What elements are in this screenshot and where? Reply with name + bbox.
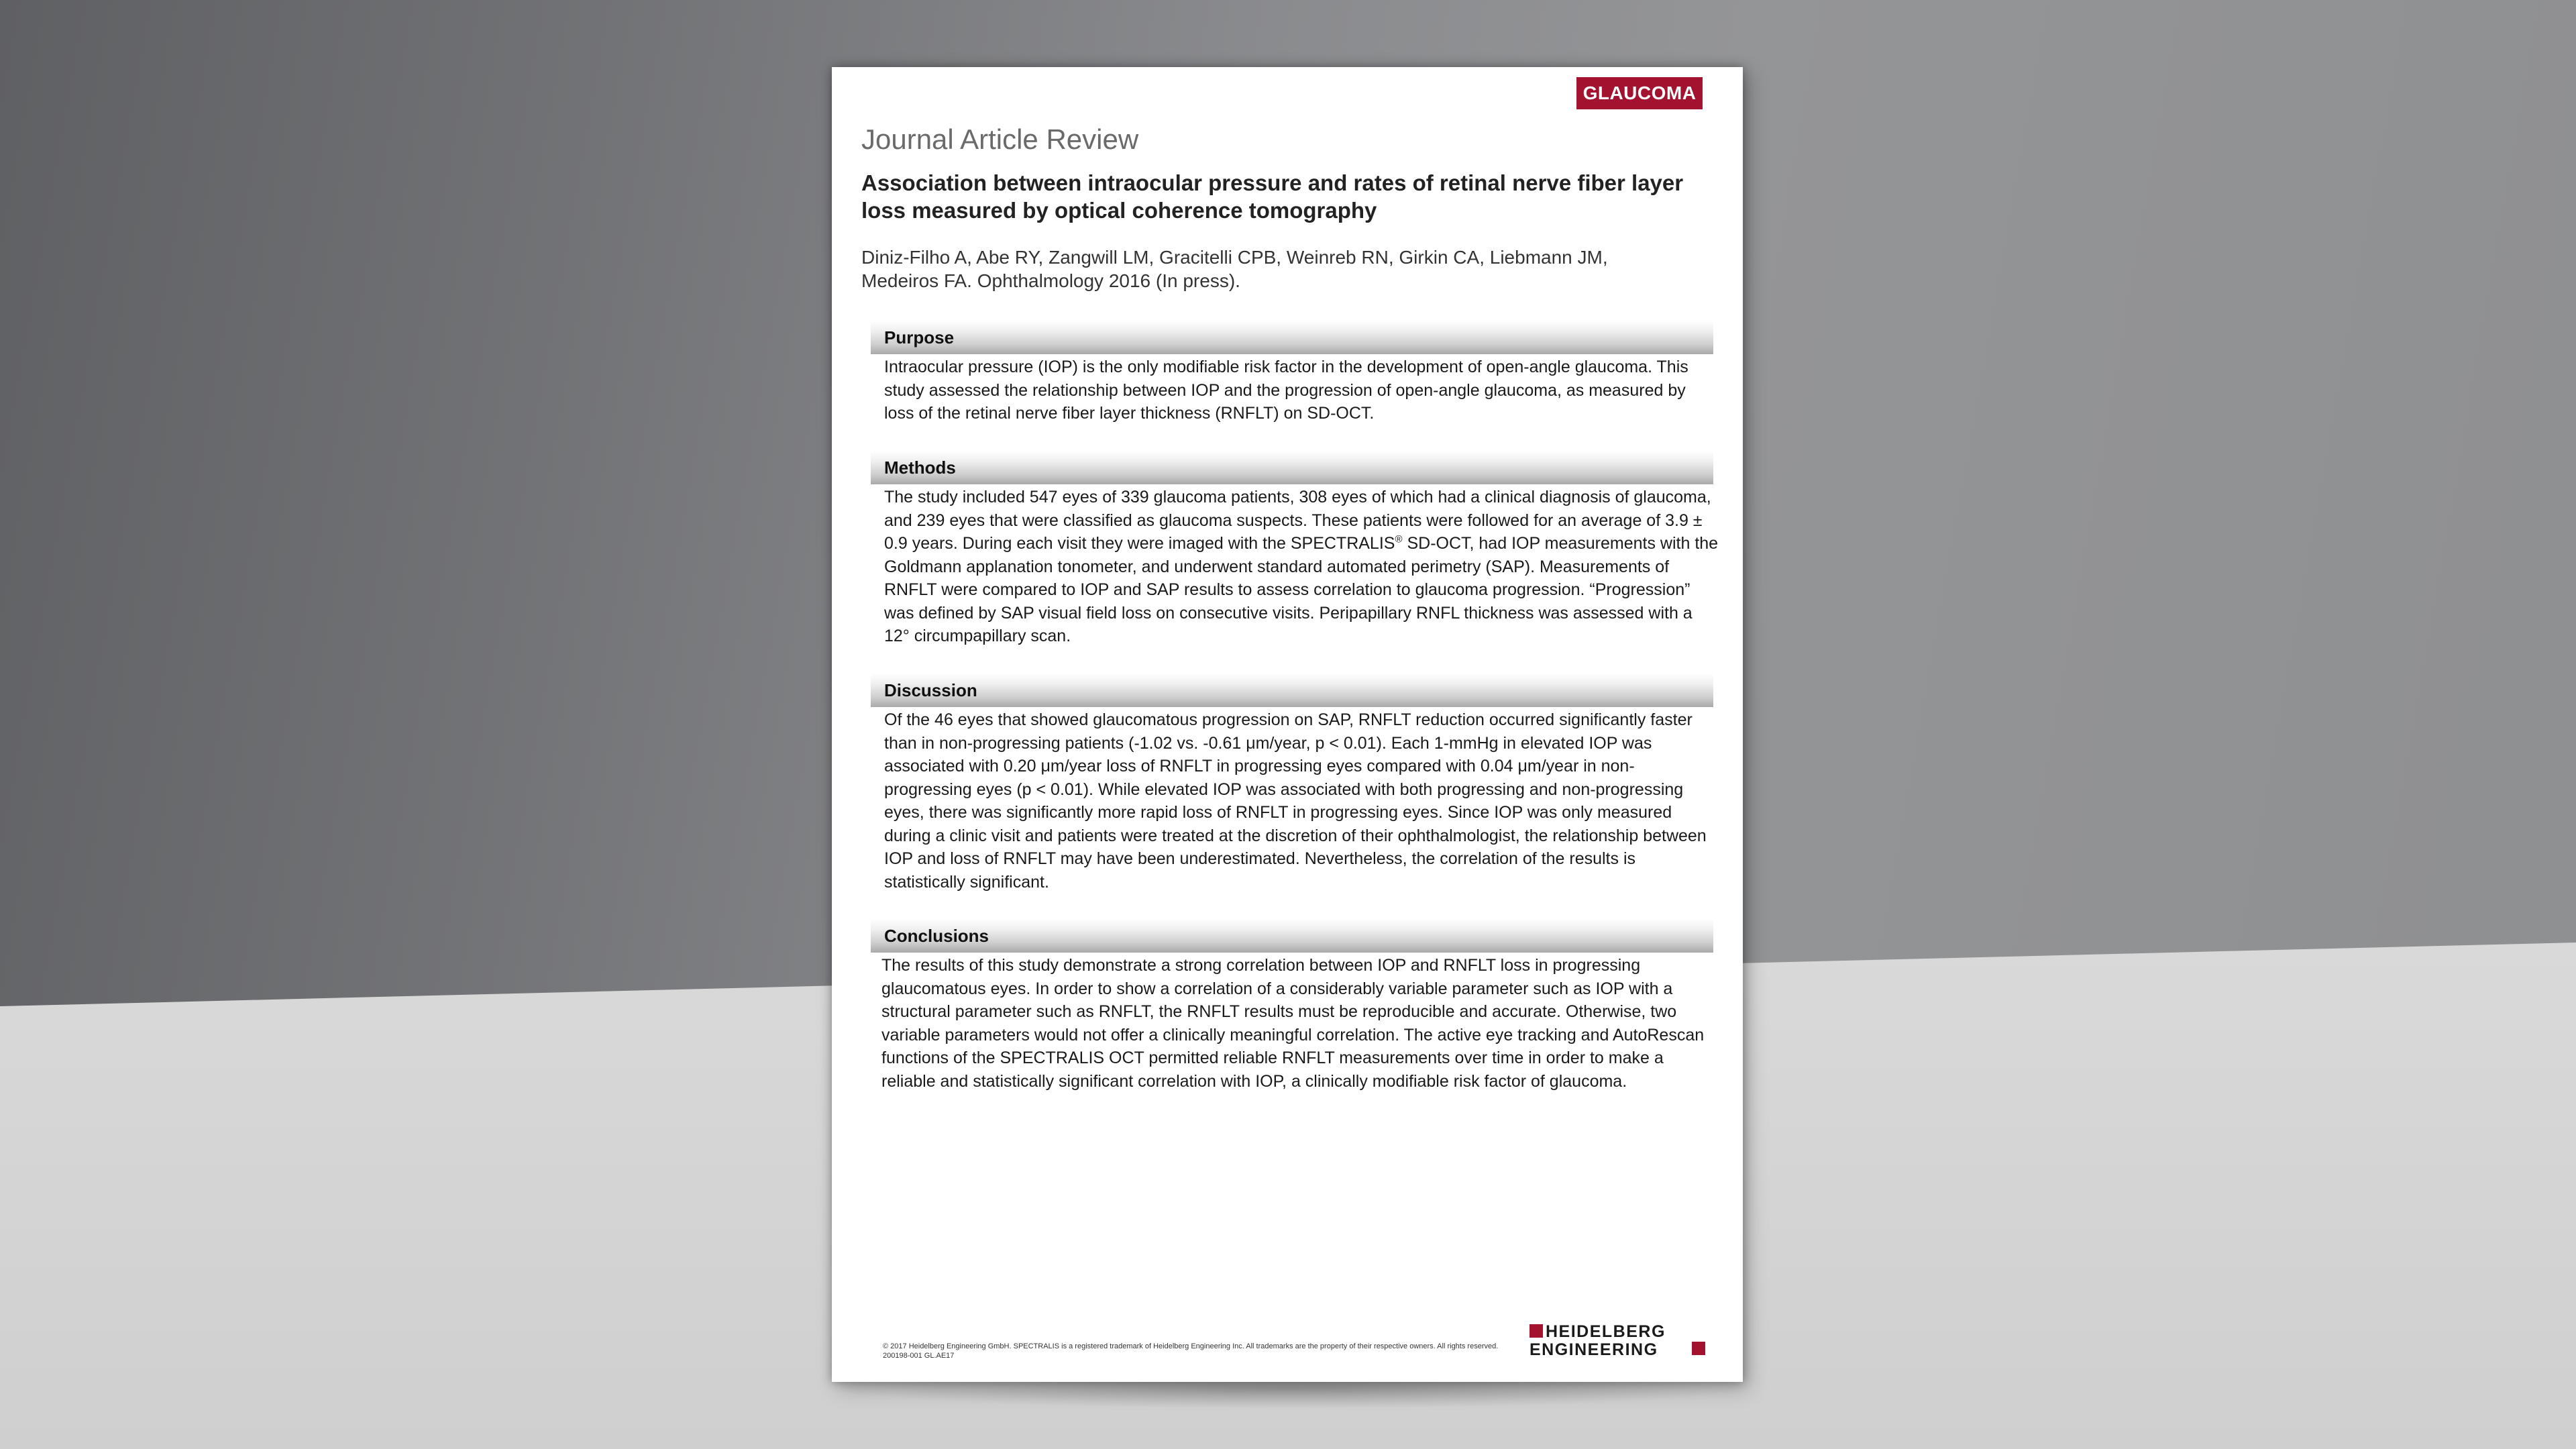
section-heading: Methods (871, 451, 1713, 484)
logo-square-icon (1692, 1342, 1705, 1355)
article-title: Association between intraocular pressure and rates of retinal nerve fiber layer loss measured by optical coherence tomography (861, 170, 1684, 223)
section-body (871, 484, 1719, 648)
section-discussion (871, 674, 1713, 894)
document-type: Journal Article Review (861, 123, 1139, 155)
section-body: Intraocular pressure (IOP) is the only modifiable risk factor in the development of open-angle glaucoma. This study assessed the relationship between IOP and the progression of open-angle glaucoma, as measured by loss of the retinal nerve fiber layer thickness (RNFLT) on SD-OCT. (884, 358, 1688, 423)
section-body: The results of this study demonstrate a strong correlation between IOP and RNFLT loss in progressing glaucomatous eyes. In order to show a correlation of a considerably variable parameter such as IOP with a structural parameter such as RNFLT, the RNFLT results must be reproducible and accurate. Otherwise, two variable parameters would not offer a clinically meaningful correlation. The active eye tracking and AutoRescan functions of the SPECTRALIS OCT permitted reliable RNFLT measurements over time in order to make a reliable and statistically significant correlation with IOP, a clinically modifiable risk factor of glaucoma. (881, 956, 1705, 1091)
section-methods (871, 451, 1719, 648)
registered-mark: ® (1395, 533, 1403, 545)
section-heading: Conclusions (871, 919, 1713, 953)
category-badge: GLAUCOMA (1576, 77, 1703, 109)
section-purpose (871, 321, 1713, 425)
section-body-text: SD-OCT, had IOP measurements with the Goldmann applanation tonometer, and underwent standard automated perimetry (SAP). Measurements of RNFLT were compared to IOP and SAP results to assess correlation to glaucoma progression. “Progression” was defined by SAP visual field loss on consecutive visits. Peripapillary RNFL thickness was assessed with a 12° circumpapillary scan. (884, 534, 1719, 645)
section-heading: Discussion (871, 674, 1713, 707)
logo-word-engineering: ENGINEERING (1529, 1340, 1658, 1359)
section-heading: Purpose (871, 321, 1713, 354)
document-sheet (832, 67, 1743, 1382)
section-conclusions (871, 919, 1713, 1093)
footer-legal (883, 1342, 1540, 1360)
footer-code: 200198-001 GL.AE17 (883, 1352, 955, 1360)
logo-square-icon (1529, 1324, 1543, 1338)
footer-copyright: © 2017 Heidelberg Engineering GmbH. SPECTRALIS is a registered trademark of Heidelberg Engineering Inc. All trademarks are the property of their respective owners. All rights reserved. (883, 1342, 1499, 1350)
heidelberg-logo (1529, 1323, 1705, 1358)
section-body: Of the 46 eyes that showed glaucomatous progression on SAP, RNFLT reduction occurred significantly faster than in non-progressing patients (-1.02 vs. -0.61 μm/year, p < 0.01). Each 1-mmHg in elevated IOP was associated with 0.20 μm/year loss of RNFLT in progressing eyes compared with 0.04 μm/year in non-progressing eyes (p < 0.01). While elevated IOP was associated with both progressing and non-progressing eyes, there was significantly more rapid loss of RNFLT in progressing eyes. Since IOP was only measured during a clinic visit and patients were treated at the discretion of their ophthalmologist, the relationship between IOP and loss of RNFLT may have been underestimated. Nevertheless, the correlation of the results is statistically significant. (884, 710, 1707, 892)
section-body-text: The study included 547 eyes of 339 glaucoma patients, 308 eyes of which had a clinical diagnosis of glaucoma, and 239 eyes that were classified as glaucoma suspects. These patients were followed for an average of 3.9 ± 0.9 years. During each visit they were imaged with the SPECTRALIS (884, 488, 1711, 553)
article-citation: Diniz-Filho A, Abe RY, Zangwill LM, Gracitelli CPB, Weinreb RN, Girkin CA, Liebmann JM, Medeiros FA. Ophthalmology 2016 (In press). (861, 247, 1608, 291)
logo-word-heidelberg: HEIDELBERG (1546, 1322, 1666, 1341)
